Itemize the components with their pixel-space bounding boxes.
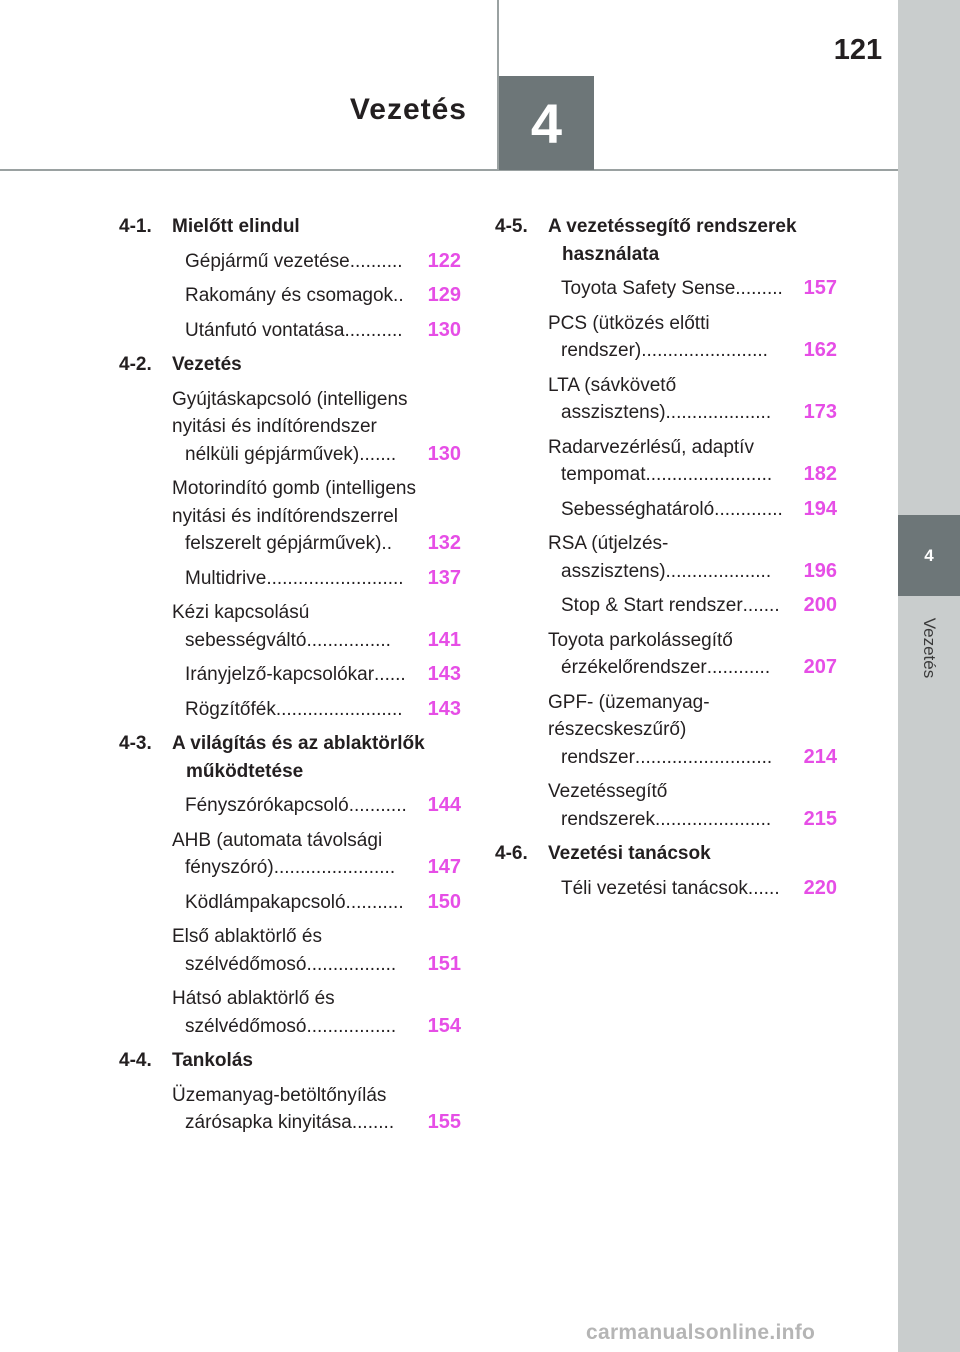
toc-entry[interactable] [172,317,461,345]
entry-title-line: Radarvezérlésű, adaptív [548,436,754,458]
section-title: Vezetési tanácsok [548,843,711,864]
toc-entry[interactable] [172,386,461,469]
dot-leader: .......................... [266,567,404,589]
section-number: 4-3. [119,733,152,754]
entry-title-line: Motorindító gomb (intelligens [172,478,416,499]
toc-entry[interactable] [548,310,837,365]
dot-leader: ................. [306,1015,397,1037]
toc-entry[interactable] [548,627,837,682]
toc-entry[interactable] [548,530,837,585]
dot-leader: ........................ [641,340,768,361]
entry-title-line: Toyota Safety Sense [561,278,736,299]
dot-leader: ........... [348,795,407,816]
page-reference[interactable]: 154 [427,1014,461,1037]
entry-title-line: érzékelőrendszer [561,657,707,678]
header-divider-horizontal [0,169,898,171]
entry-title-line: sebességváltó [185,629,307,651]
entry-title-line: Gyújtáskapcsoló (intelligens [172,388,408,410]
toc-entry[interactable] [548,372,837,427]
page-reference[interactable]: 151 [427,952,461,975]
section-title: Mielőtt elindul [172,216,300,237]
page-reference[interactable]: 137 [427,566,461,589]
entry-title-line: Kézi kapcsolású [172,602,310,623]
toc-entry[interactable] [172,661,461,689]
toc-entry[interactable] [172,565,461,593]
page-reference[interactable]: 143 [427,663,461,685]
page-reference[interactable]: 122 [427,249,461,272]
entry-title-line: Sebességhatároló [561,498,715,520]
dot-leader: ........................ [645,464,773,485]
dot-leader: .. [393,285,404,306]
section-title: A vezetéssegítő rendszerek használata [548,216,797,265]
toc-section-heading[interactable] [119,1047,461,1075]
page-reference[interactable]: 215 [803,807,837,830]
dot-leader: .................... [665,560,772,582]
page-reference[interactable]: 141 [427,628,461,651]
page-reference[interactable]: 130 [427,318,461,341]
dot-leader: ............ [706,657,771,678]
toc-entry[interactable] [548,778,837,833]
dot-leader: ................. [306,953,397,975]
dot-leader: ........... [344,319,403,341]
page-reference[interactable]: 129 [427,284,461,306]
toc-section-heading[interactable] [119,730,461,785]
entry-title-line: Első ablaktörlő és [172,926,322,947]
toc-entry[interactable] [172,475,461,558]
toc-entry[interactable] [548,434,837,489]
dot-leader: ............. [714,498,783,520]
toc-entry[interactable] [172,889,461,917]
dot-leader: ........ [351,1112,395,1133]
entry-title-line: LTA (sávkövető [548,374,677,396]
entry-title-line: rendszer) [561,340,642,361]
entry-title-line: Téli vezetési tanácsok [561,877,748,899]
dot-leader: ...................... [655,808,772,830]
entry-title-line: PCS (ütközés előtti [548,312,710,334]
toc-column-left [119,213,461,1144]
toc-entry[interactable] [172,792,461,820]
side-tab-number[interactable]: 4 [898,515,960,596]
entry-title-line: RSA (útjelzés- [548,533,669,554]
section-title: A világítás és az ablaktörlők működtetése [172,733,425,782]
entry-title-line: asszisztens) [561,560,666,582]
entry-title-line: Toyota parkolássegítő [548,629,733,651]
section-number: 4-2. [119,354,152,375]
entry-title-line: Multidrive [185,567,267,589]
section-number: 4-5. [495,216,528,237]
page-reference[interactable]: 173 [803,401,837,423]
toc-section-heading[interactable] [119,351,461,379]
toc-entry[interactable] [548,275,837,303]
dot-leader: ...... [374,664,406,685]
entry-title-line: fényszóró) [185,857,274,878]
toc-entry[interactable] [548,875,837,903]
section-number: 4-1. [119,216,152,237]
entry-title-line: Hátsó ablaktörlő és [172,988,335,1009]
toc-section-heading[interactable] [119,213,461,241]
toc-entry[interactable] [172,248,461,276]
entry-title-line: AHB (automata távolsági [172,829,383,851]
entry-title-line: felszerelt gépjárművek) [185,533,382,554]
toc-entry[interactable] [172,696,461,724]
page-reference[interactable]: 130 [427,442,461,465]
entry-title-line: rendszerek [561,808,655,830]
entry-title-line: Stop & Start rendszer [561,595,743,616]
page-reference[interactable]: 162 [803,339,837,361]
page-reference[interactable]: 194 [803,497,837,520]
page-reference[interactable]: 157 [803,277,837,299]
chapter-title: Vezetés [349,93,467,126]
page-reference[interactable]: 144 [427,794,461,816]
toc-section-heading[interactable] [495,213,837,268]
entry-title-line: szélvédőmosó [185,953,307,975]
dot-leader: ........................ [275,698,403,720]
page-reference[interactable]: 220 [803,876,837,899]
page-reference[interactable]: 214 [803,745,837,768]
section-number: 4-4. [119,1050,152,1071]
dot-leader: ........... [345,891,404,913]
chapter-number-box: 4 [499,76,594,170]
dot-leader: ................ [306,629,391,651]
entry-title-line: Vezetéssegítő [548,781,668,802]
entry-title-line: Fényszórókapcsoló [185,795,349,816]
toc-section-heading[interactable] [495,840,837,868]
dot-leader: .......... [349,250,403,272]
entry-title-line: szélvédőmosó [185,1015,307,1037]
page-reference[interactable]: 132 [427,532,461,554]
side-tab-label[interactable]: Vezetés [920,617,939,679]
dot-leader: ......... [735,278,783,299]
entry-title-line: tempomat [561,464,646,485]
toc-entry[interactable] [548,689,837,772]
toc-entry[interactable] [548,496,837,524]
entry-title-line: Utánfutó vontatása [185,319,345,341]
entry-title-line: Üzemanyag-betöltőnyílás [172,1084,387,1106]
footer-watermark: carmanualsonline.info [586,1321,816,1344]
entry-title-line: Rakomány és csomagok [185,285,394,306]
dot-leader: .................... [665,402,772,423]
dot-leader: ....... [359,443,397,465]
toc-entry[interactable] [172,923,461,978]
entry-title-line: részecskeszűrő) [548,719,687,740]
entry-title-line: zárósapka kinyitása [185,1112,352,1133]
toc-column-right [495,213,837,909]
dot-leader: .. [381,533,392,554]
entry-title-line: Rögzítőfék [185,698,276,720]
entry-title-line: rendszer [561,746,635,768]
entry-title-line: nyitási és indítórendszer [172,416,377,437]
dot-leader: ....... [742,595,780,616]
page-reference[interactable]: 182 [803,463,837,485]
page-reference[interactable]: 196 [803,559,837,582]
page-reference[interactable]: 155 [427,1111,461,1133]
dot-leader: ....................... [273,857,396,878]
dot-leader: .......................... [634,746,773,768]
entry-title-line: Gépjármű vezetése [185,250,350,272]
page-reference[interactable]: 200 [803,594,837,616]
section-title: Tankolás [172,1050,253,1071]
page-reference[interactable]: 207 [803,656,837,678]
page-reference[interactable]: 143 [427,697,461,720]
entry-title-line: asszisztens) [561,402,666,423]
section-number: 4-6. [495,843,528,864]
entry-title-line: Irányjelző-kapcsolókar [185,664,375,685]
dot-leader: ...... [747,877,780,899]
toc-entry[interactable] [172,827,461,882]
toc-entry[interactable] [172,1082,461,1137]
entry-title-line: nélküli gépjárművek) [185,443,360,465]
page-number: 121 [833,34,883,66]
toc-entry[interactable] [172,599,461,654]
toc-entry[interactable] [548,592,837,620]
toc-entry[interactable] [172,282,461,310]
page-reference[interactable]: 150 [427,890,461,913]
page-reference[interactable]: 147 [427,856,461,878]
section-title: Vezetés [172,354,242,375]
toc-entry[interactable] [172,985,461,1040]
entry-title-line: GPF- (üzemanyag- [548,691,710,713]
entry-title-line: nyitási és indítórendszerrel [172,505,398,527]
entry-title-line: Ködlámpakapcsoló [185,891,346,913]
